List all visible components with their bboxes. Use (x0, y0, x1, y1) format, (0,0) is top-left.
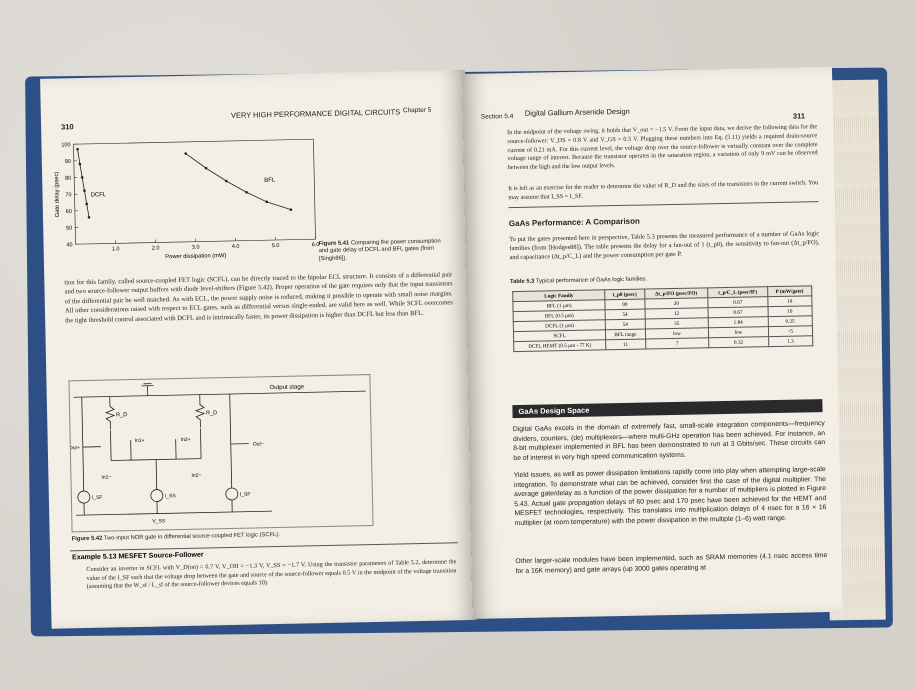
chart-frame (73, 139, 315, 244)
example-title: Example 5.13 MESFET Source-Follower (72, 551, 204, 562)
y-tick-label: 100 (61, 142, 71, 149)
table-cell: 1.3 (768, 336, 813, 347)
table-cell: 90 (605, 299, 645, 310)
left-page-number: 310 (61, 122, 74, 132)
y-tick-label: 60 (65, 208, 72, 216)
example-rule (70, 542, 458, 551)
series-label-bfl: BFL (264, 177, 276, 184)
x-tick-label: 1.0 (111, 246, 120, 253)
in2p-label: In2+ (180, 436, 191, 444)
figure-5-41-caption (319, 238, 449, 263)
x-tick-label: 3.0 (191, 244, 200, 251)
left-page (40, 70, 476, 629)
x-axis-label: Power dissipation (mW) (165, 253, 227, 261)
data-point-dcfl (79, 163, 82, 166)
scfl-circuit-figure (68, 374, 373, 532)
vss-label: V_SS (152, 518, 166, 525)
outm-label: Out− (252, 441, 264, 448)
x-tick-label: 6.0 (311, 242, 320, 249)
data-point-dcfl (88, 216, 91, 219)
table-cell: BFL (1 µm) (513, 300, 605, 312)
right-text-1: In the midpoint of the voltage swing, it holds that V_out = −1.5 V. From the input data, we derive the following data for the source-follower: V_DS = 0.8 V and V_GS = 0.5 V. Plugging these numbers into Eq. (5.11) yields a required drain-source current of 0.21 mA. For this current level, the voltage drop over the source-follower is virtually constant over the complete voltage range of interest. Because the transistor operates in the saturation region, a variation of only 9 mV can be observed between the high and the low output levels. (507, 123, 818, 172)
in2m-label: In2− (191, 472, 202, 479)
table-cell: BFL range (606, 329, 646, 340)
table-cell: 11 (606, 339, 646, 350)
table-header-cell: Logic Family (513, 290, 605, 302)
y-tick-label: 40 (66, 242, 73, 249)
table-cell: 54 (605, 319, 645, 330)
in1m-label: In1− (101, 474, 112, 481)
outp-label: Out+ (69, 445, 80, 452)
right-text-5: Yield issues, as well as power dissipation limitations rapidly come into play when attempting large-scale integration. To demonstrate what can be achieved, consider first the case of the digital multiplier. The average gate/delay as a function of the power dissipation for a number of multipliers is plotted in Figure 5.43. Actual gate propagation delays of 60 psec and 170 psec have been achieved for the HEMT and MESFET technologies, respectively. This translates into multiplication delays of 4 nsec for a 16 × 16 multiplier (at room temperature) with the power dissipation in the multiple (1–6) watt range. (513, 466, 827, 528)
table-cell: 7 (645, 338, 709, 349)
table-cell: 1.84 (708, 317, 767, 328)
data-point-dcfl (85, 203, 88, 206)
table-cell: low (709, 327, 768, 338)
x-tick-label: 5.0 (271, 242, 280, 250)
isf1-label: I_SF (91, 494, 103, 501)
logic-family-table (512, 285, 813, 352)
iss-label: I_SS (164, 493, 176, 500)
right-text-4: Digital GaAs excels in the domain of extremely fast, small-scale integration components—frequency dividers, counters, (de) multiplexers—where multi-GHz operation has been achieved. For instance, an 8-bit multiplexer implemented in BFL has been demonstrated to run at 3 Gbits/sec. These circuits can be of interest in very high speed communication systems. (512, 420, 826, 462)
in1p-label: In1+ (134, 437, 145, 444)
data-point-dcfl (76, 148, 79, 151)
table-cell: 12 (645, 308, 709, 319)
y-tick-label: 90 (64, 158, 71, 166)
table-header-cell: t_p0 (psec) (605, 289, 645, 300)
isf2-label: I_SF (239, 491, 251, 498)
data-point-dcfl (81, 176, 84, 179)
delay-power-chart (51, 131, 344, 275)
table-cell: 10 (768, 306, 813, 317)
table-cell: 0.25 (768, 316, 813, 327)
table-cell: BFL (0.5 µm) (513, 310, 605, 322)
example-text: Consider an inverter in SCFL with V_D(on) = 0.7 V, V_OH = −1.3 V, V_SS = −1.7 V. Using the transistor parameters of Table 5.2, determine the value of the I_SF such that the voltage drop between the gate and source of the source-follower equals 0.5 V in the midpoint of the voltage transition (assuming that the W_sf / L_sf of the source-follower devices equals 10). (86, 558, 457, 591)
right-text-2: It is left as an exercise for the reader to determine the value of R_D and the sizes of the transistors in the current switch. You may assume that I_SS = I_SF. (508, 179, 819, 201)
table-cell: 0.67 (708, 307, 767, 318)
table-5-3-label: Table 5.3 (509, 278, 535, 286)
y-tick-label: 50 (66, 225, 73, 232)
table-cell: 35 (645, 318, 709, 329)
output-stage-label: Output stage (269, 384, 305, 392)
table-cell: DCFL HEMT (0.5 µm - 77 K) (514, 340, 606, 352)
right-page-number: 311 (792, 111, 806, 121)
data-point-bfl (290, 208, 293, 211)
design-space-heading: GaAs Design Space (512, 399, 822, 418)
left-running-head: VERY HIGH PERFORMANCE DIGITAL CIRCUITS (230, 107, 401, 120)
series-label-dcfl: DCFL (90, 192, 107, 199)
table-5-3-caption (510, 276, 647, 286)
right-text-6: Other larger-scale modules have been implemented, such as SRAM memories (4.1 nsec access time for a 16K memory) and gate arrays (up 3000 gates operating at (515, 552, 828, 575)
figure-5-41-text: Comparing the power consumption and gate delay of DCFL and BFL gates (from [Singh86]). (318, 238, 441, 262)
right-running-head: Digital Gallium Arsenide Design (524, 106, 630, 118)
series-line-dcfl (78, 149, 89, 218)
right-section-label: Section 5.4 (480, 113, 514, 121)
table-header-cell: P (mW/gate) (767, 286, 812, 297)
rd1-label: R_D (116, 412, 128, 419)
right-page (462, 67, 842, 619)
y-tick-label: 70 (65, 192, 72, 199)
figure-5-42-label: Figure 5.42 (71, 535, 103, 543)
table-cell: 54 (605, 309, 645, 320)
figure-5-42-text: Two-input NOR gate in differential source-coupled FET logic (SCFL). (103, 531, 280, 542)
table-cell: SCFL (513, 330, 605, 342)
figure-5-41-label: Figure 5.41 (318, 240, 350, 248)
data-point-dcfl (83, 189, 86, 192)
table-cell: 0.67 (708, 297, 767, 308)
left-chapter-label: Chapter 5 (402, 106, 432, 115)
table-5-3-text: Typical performance of GaAs logic families. (535, 276, 648, 285)
table-cell: low (645, 328, 709, 339)
y-axis-label: Gate delay (psec) (54, 171, 61, 218)
table-cell: 0.32 (709, 337, 768, 348)
rd2-label: R_D (206, 410, 218, 417)
table-cell: ~5 (768, 326, 813, 337)
table-cell: DCFL (1 µm) (513, 320, 605, 332)
x-tick-label: 4.0 (231, 243, 240, 250)
table-body (513, 296, 813, 352)
y-tick-label: 80 (65, 175, 72, 182)
x-tick-label: 2.0 (151, 245, 160, 252)
scfl-circuit-diagram (69, 375, 372, 531)
performance-heading: GaAs Performance: A Comparison (508, 216, 640, 229)
table-cell: 10 (767, 296, 812, 307)
right-rule (509, 201, 819, 208)
table-header-cell: Δt_p/FO (psec/FO) (644, 288, 708, 299)
table-cell: 20 (644, 298, 708, 309)
left-body-text: tion for this family, called source-coupled FET logic (SCFL), can be directly traced to the bipolar ECL structure. It consists of a differential pair and two source-follower output buffers with diode level-shifters (Figure 5.42). Proper operation of the gate requires only that the input transistors of the differential pair be well matched. As with ECL, the power supply noise is reduced, making it possible to operate with small noise margins. All other considerations raised with respect to ECL gates, such as differential versus single-ended, are valid here as well. While SCFL overcomes the tight threshold control associated with DCFL and is intrinsically faster, its power dissipation is higher than DCFL but less than BFL. (64, 271, 453, 325)
data-point-bfl (265, 201, 268, 204)
right-text-3: To put the gates presented here in perspective, Table 5.3 presents the measured performance of a number of GaAs logic families (from [Hodges88]). The table presents the delay for a fan-out of 1 (t_p0), the sensitivity to fan-out (Δt_p/FO), and capacitance (Δt_p/C_L) and the power consumption per gate P. (509, 230, 820, 262)
table-header-cell: t_p/C_L (psec/fF) (708, 287, 767, 298)
